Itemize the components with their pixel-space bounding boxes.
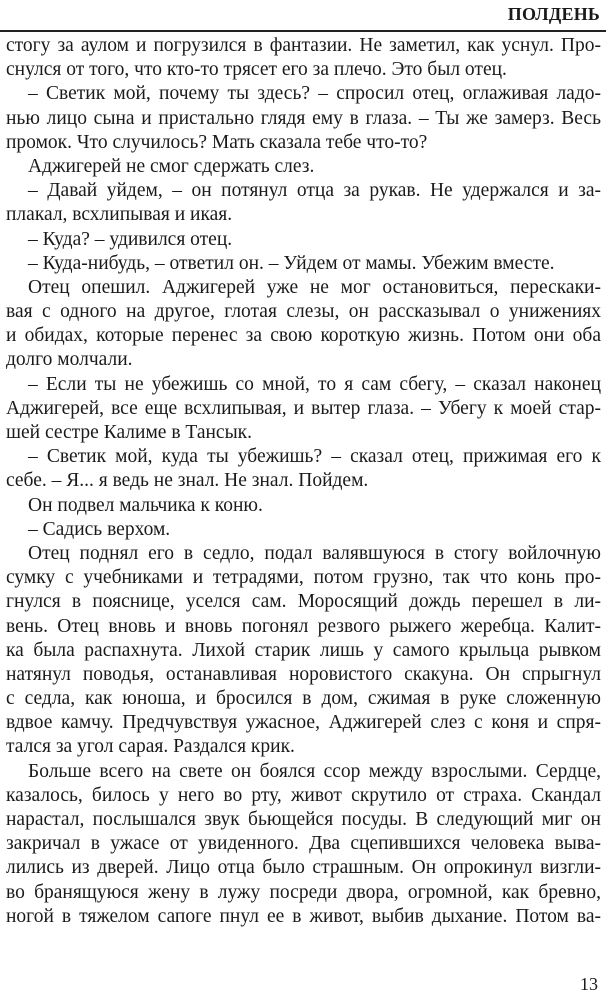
text-line: ка была распахнута. Лихой старик лишь у самого крыльца рывком	[6, 639, 601, 661]
text-line: себе. – Я... я ведь не знал. Не знал. Пойдем.	[6, 470, 369, 492]
text-line: Он подвел мальчика к коню.	[28, 494, 263, 516]
text-line: закричал в ужасе от увиденного. Два сцепившихся человека выва-	[6, 833, 601, 855]
text-line: Аджигерей не смог сдержать слез.	[28, 155, 315, 177]
text-line: – Светик мой, куда ты убежишь? – сказал отец, прижимая его к	[28, 446, 601, 468]
text-line: ногой в тяжелом сапоге пнул ее в живот, выбив дыхание. Потом ва-	[6, 905, 601, 927]
text-line: вдвое камчу. Предчувствуя ужасное, Аджигерей слез с коня и спря-	[6, 712, 601, 734]
text-line: – Давай уйдем, – он потянул отца за рукав. Не удержался и за-	[28, 180, 601, 202]
text-line: шей сестре Калиме в Тансык.	[6, 422, 253, 443]
text-line: стогу за аулом и погрузился в фантазии. Не заметил, как уснул. Про-	[6, 35, 601, 56]
text-line: – Куда-нибудь, – ответил он. – Уйдем от мамы. Убежим вместе.	[28, 252, 555, 274]
text-line: промок. Что случилось? Мать сказала тебе что-то?	[6, 131, 428, 153]
text-line: казалось, билось у него во рту, живот скрутило от страха. Скандал	[6, 784, 601, 806]
header-rule	[0, 30, 606, 32]
text-line: нью лицо сына и пристально глядя ему в глаза. – Ты же замерз. Весь	[6, 107, 601, 129]
text-line: Аджигерей, все еще всхлипывая, и вытер глаза. – Убегу к моей стар-	[6, 397, 601, 419]
text-line: сумку с учебниками и тетрадями, потом грузно, так что конь про-	[6, 567, 601, 589]
text-line: Больше всего на свете он боялся ссор между взрослыми. Сердце,	[28, 760, 601, 782]
text-line: тался за угол сарая. Раздался крик.	[6, 736, 295, 758]
text-line: лились из дверей. Лицо отца было страшным. Он опрокинул визгли-	[6, 857, 601, 879]
text-line: Отец опешил. Аджигерей уже не мог остановиться, перескаки-	[28, 276, 601, 298]
running-title: ПОЛДЕНЬ	[507, 4, 600, 24]
text-line: вень. Отец вновь и вновь погонял резвого рыжего жеребца. Калит-	[6, 615, 601, 637]
page-number: 13	[580, 974, 598, 994]
text-line: плакал, всхлипывая и икая.	[6, 204, 233, 226]
text-line: – Если ты не убежишь со мной, то я сам сбегу, – сказал наконец	[28, 373, 601, 395]
text-line: – Садись верхом.	[28, 518, 171, 540]
text-line: и обидах, которые перенес за свою короткую жизнь. Потом они оба	[6, 325, 601, 347]
text-line: – Светик мой, почему ты здесь? – спросил отец, оглаживая ладо-	[28, 83, 601, 105]
text-line: долго молчали.	[6, 349, 133, 371]
text-line: гнулся в пояснице, уселся сам. Моросящий дождь перешел в ли-	[6, 591, 601, 613]
text-line: снулся от того, что кто-то трясет его за плечо. Это был отец.	[6, 59, 507, 81]
text-line: натянул поводья, останавливая норовистого скакуна. Он спрыгнул	[6, 663, 601, 685]
text-line: во бранящуюся жену в лужу посреди двора, огромной, как бревно,	[6, 881, 601, 903]
text-line: с седла, как юноша, и бросился в дом, сжимая в руке сложенную	[6, 688, 601, 710]
text-line: вая с одного на другое, глотая слезы, он рассказывал о унижениях	[6, 301, 601, 323]
text-line: Отец поднял его в седло, подал валявшуюся в стогу войлочную	[28, 542, 601, 564]
text-line: нарастал, послышался звук бьющейся посуды. В следующий миг он	[6, 809, 601, 830]
text-line: – Куда? – удивился отец.	[28, 228, 233, 250]
page-body	[6, 34, 601, 929]
